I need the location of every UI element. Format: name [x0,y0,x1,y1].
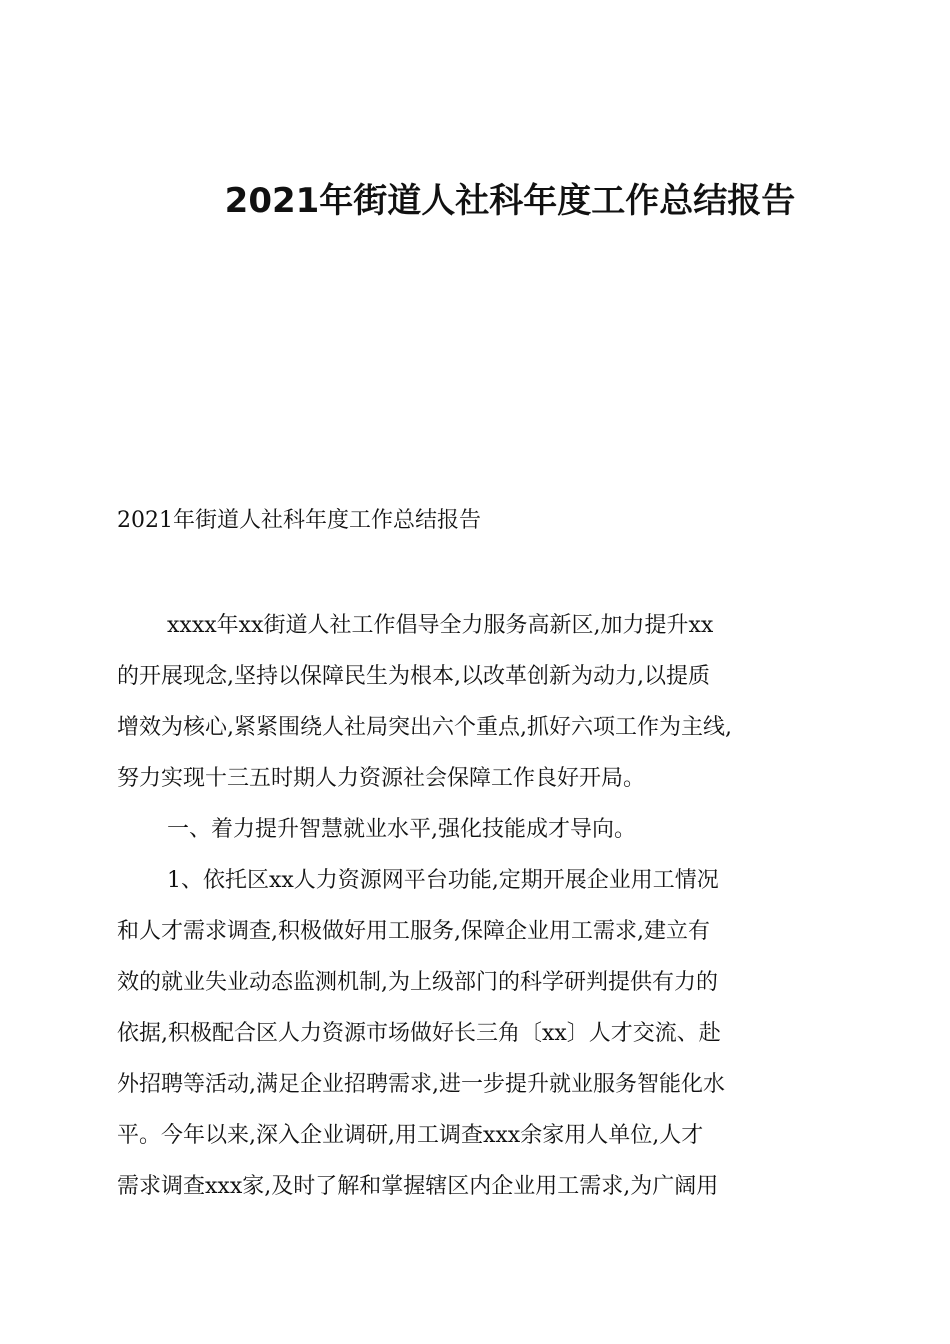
body-line: 平。今年以来,深入企业调研,用工调查xxx余家用人单位,人才 [117,1123,704,1148]
body-line: 外招聘等活动,满足企业招聘需求,进一步提升就业服务智能化水 [117,1072,725,1097]
body-line: 增效为核心,紧紧围绕人社局突出六个重点,抓好六项工作为主线, [117,715,732,740]
body-line: 效的就业失业动态监测机制,为上级部门的科学研判提供有力的 [117,970,718,995]
document-subtitle: 2021年街道人社科年度工作总结报告 [117,508,481,533]
document-body [117,600,857,1212]
body-line: 一、着力提升智慧就业水平,强化技能成才导向。 [167,817,636,842]
body-line: 1、依托区xx人力资源网平台功能,定期开展企业用工情况 [167,868,719,893]
body-line: 和人才需求调查,积极做好用工服务,保障企业用工需求,建立有 [117,919,710,944]
body-line: 依据,积极配合区人力资源市场做好长三角〔xx〕人才交流、赴 [117,1021,721,1046]
body-line: 需求调查xxx家,及时了解和掌握辖区内企业用工需求,为广阔用 [117,1174,719,1199]
body-line: 的开展现念,坚持以保障民生为根本,以改革创新为动力,以提质 [117,664,710,689]
body-line: 努力实现十三五时期人力资源社会保障工作良好开局。 [117,766,646,791]
body-line: xxxx年xx街道人社工作倡导全力服务高新区,加力提升xx [167,613,714,638]
document-title: 2021年街道人社科年度工作总结报告 [224,181,796,221]
